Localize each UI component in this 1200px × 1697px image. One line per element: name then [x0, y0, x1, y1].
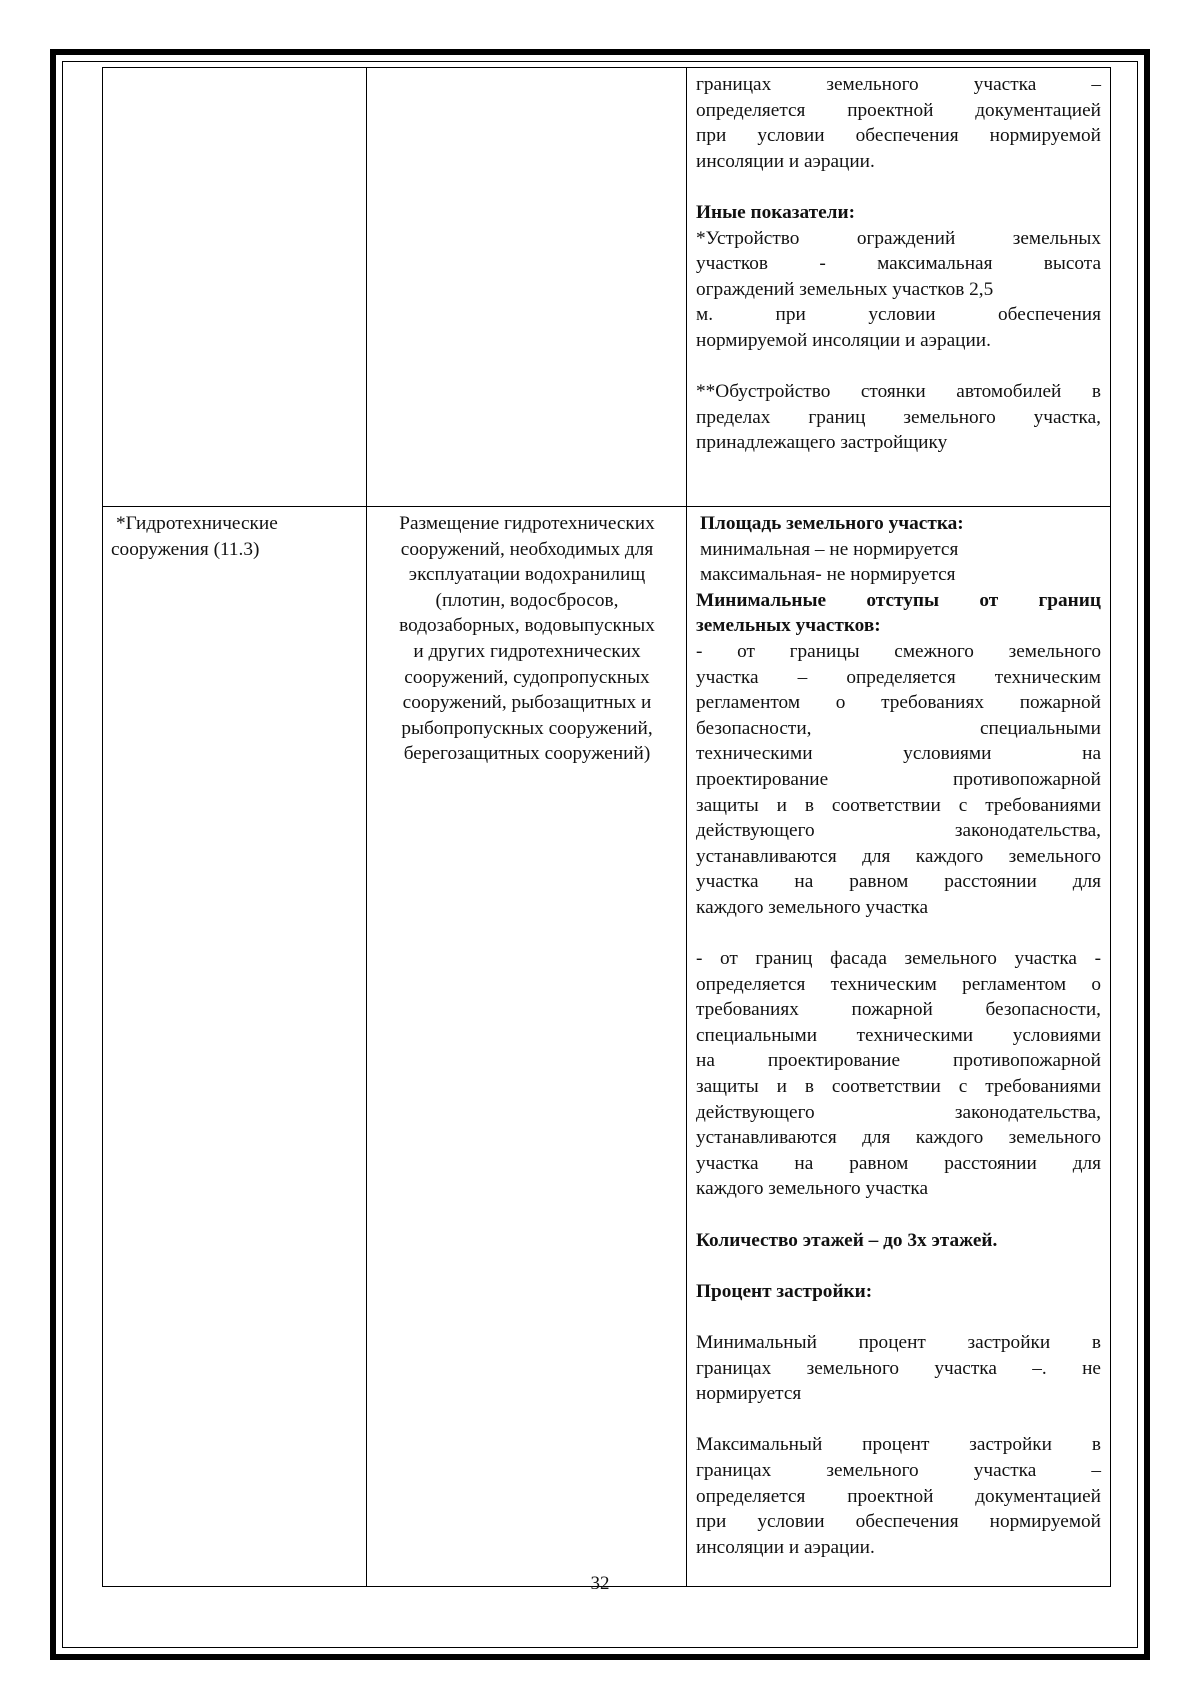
- land-use-type-cell: *Гидротехнические сооружения (11.3): [111, 513, 278, 560]
- page-number: 32: [590, 1573, 610, 1594]
- fence-text: *Устройство ограждений земельных участков - максимальная высота ограждений земельных участков 2,5 м. при условии обеспечения нормируемой инсоляции и аэрации.: [696, 227, 1101, 351]
- floors-text: Количество этажей – до 3х этажей.: [696, 1229, 998, 1251]
- column-divider-1: [366, 68, 367, 1586]
- parameters-cell: Площадь земельного участка: минимальная – не нормируется максимальная- не нормируется Минимальные отступы от границ земельных участков: - от границы смежного земельного участка – определяется техническим регламентом о требованиях пожарной безопасности, специальными техническими условиями на проектирование противопожарной защиты и в соответствии с требованиями действующего законодательства, устанавливаются для каждого земельного участка на равном расстоянии для каждого земельного участка - от границ фасада земельного участка - определяется техническим регламентом о требованиях пожарной безопасности, специальными техническими условиями на проектирование противопожарной защиты и в соответствии с требованиями действующего законодательства, устанавливаются для каждого земельного участка на равном расстоянии для каждого земельного участка Количество этажей – до 3х этажей. Процент застройки: Минимальный процент застройки в границах земельного участка –. не нормируется Максимальный процент застройки в границах земельного участка – определяется проектной документацией при условии обеспечения нормируемой инсоляции и аэрации.: [696, 511, 1101, 1560]
- max-percent-text: Максимальный процент застройки в границах земельного участка – определяется проектной документацией при условии обеспечения нормируемой инсоляции и аэрации.: [696, 1434, 1101, 1558]
- row1-indicators-cell: [696, 72, 1101, 456]
- area-heading: Площадь земельного участка:: [700, 513, 964, 534]
- setback-adjacent-text: - от границы смежного земельного участка – определяется техническим регламентом о требованиях пожарной безопасности, специальными техническими условиями на проектирование противопожарной защиты и в соответствии с требованиями действующего законодательства, устанавливаются для каждого земельного участка на равном расстоянии для каждого земельного участка: [696, 640, 1101, 918]
- percent-heading: Процент застройки:: [696, 1280, 873, 1302]
- setback-heading: Минимальные отступы от границ: [696, 589, 1101, 611]
- setback-facade-text: - от границ фасада земельного участка - определяется техническим регламентом о требованиях пожарной безопасности, специальными техническими условиями на проектирование противопожарной защиты и в соответствии с требованиями действующего законодательства, устанавливаются для каждого земельного участка на равном расстоянии для каждого земельного участка: [696, 948, 1101, 1200]
- column-divider-2: [686, 68, 687, 1586]
- parking-text: **Обустройство стоянки автомобилей в пределах границ земельного участка, принадлежащего застройщику: [696, 381, 1101, 454]
- land-use-description-cell: Размещение гидротехнических сооружений, необходимых для эксплуатации водохранилищ (плотин, водосбросов, водозаборных, водовыпускных и других гидротехнических сооружений, судопропускных сооружений, рыбозащитных и рыбопропускных сооружений, берегозащитных сооружений): [399, 513, 655, 765]
- row1-max-percent-tail: границах земельного участка – определяется проектной документацией при условии обеспечения нормируемой инсоляции и аэрации.: [696, 74, 1101, 172]
- min-percent-text: Минимальный процент застройки в границах земельного участка –. не нормируется: [696, 1332, 1101, 1405]
- regulations-table: [102, 67, 1111, 1587]
- other-indicators-heading: Иные показатели:: [696, 201, 856, 223]
- row-divider: [103, 506, 1110, 507]
